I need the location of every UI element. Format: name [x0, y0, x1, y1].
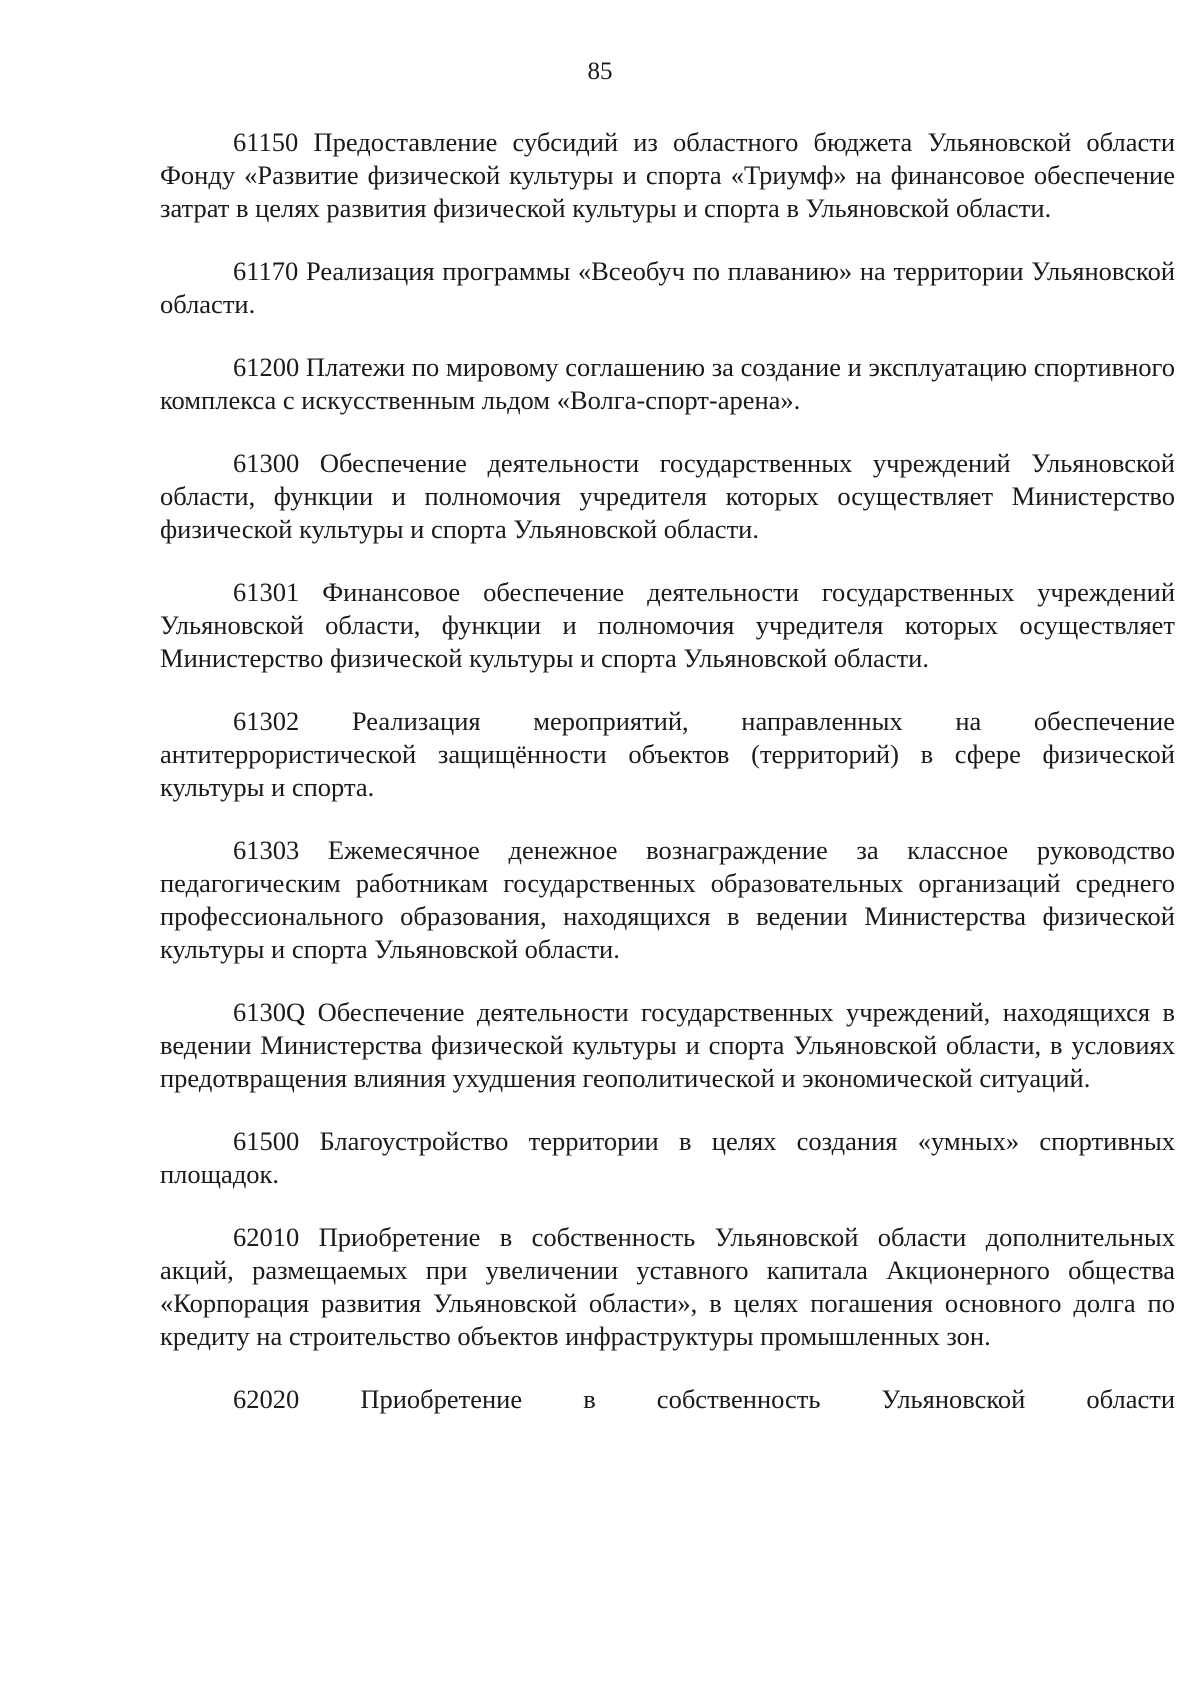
paragraph-text: Реализация мероприятий, направленных на обеспечение антитеррористической защищённости объектов (территорий) в сфере физической культуры и спорта.	[160, 706, 1175, 802]
paragraph-61500	[160, 1125, 1175, 1191]
paragraph-text: Обеспечение деятельности государственных учреждений Ульяновской области, функции и полномочия учредителя которых осуществляет Министерство физической культуры и спорта Ульяновской области.	[160, 448, 1175, 544]
paragraph-text: Финансовое обеспечение деятельности государственных учреждений Ульяновской области, функции и полномочия учредителя которых осуществляет Министерство физической культуры и спорта Ульяновской области.	[160, 577, 1176, 673]
paragraph-text: Предоставление субсидий из областного бюджета Ульяновской области Фонду «Развитие физической культуры и спорта «Триумф» на финансовое обеспечение затрат в целях развития физической культуры и спорта в Ульяновской области.	[160, 127, 1176, 223]
budget-code: 61300	[233, 448, 300, 478]
budget-code: 61170	[233, 256, 299, 286]
paragraph-text: Платежи по мировому соглашению за создание и эксплуатацию спортивного комплекса с искусственным льдом «Волга-спорт-арена».	[160, 352, 1175, 415]
budget-code: 62010	[233, 1222, 300, 1252]
budget-code: 61301	[233, 577, 300, 607]
budget-code: 61200	[233, 352, 300, 382]
paragraph-62010	[160, 1221, 1175, 1353]
paragraph-61302	[160, 705, 1175, 804]
paragraph-62020	[160, 1383, 1175, 1416]
budget-code: 6130Q	[233, 997, 306, 1027]
budget-code: 61303	[233, 835, 300, 865]
paragraph-61300	[160, 447, 1175, 546]
page-number: 85	[587, 58, 613, 85]
paragraph-61301	[160, 576, 1175, 675]
budget-code: 62020	[233, 1384, 300, 1414]
paragraph-61150	[160, 126, 1175, 225]
budget-code: 61150	[233, 127, 299, 157]
paragraph-6130Q	[160, 996, 1175, 1095]
document-body	[160, 126, 1175, 1446]
paragraph-text: Приобретение в собственность Ульяновской области дополнительных акций, размещаемых при увеличении уставного капитала Акционерного общества «Корпорация развития Ульяновской области», в целях погашения основного долга по кредиту на строительство объектов инфраструктуры промышленных зон.	[160, 1222, 1175, 1351]
paragraph-text: Ежемесячное денежное вознаграждение за классное руководство педагогическим работникам государственных образовательных организаций среднего профессионального образования, находящихся в ведении Министерства физической культуры и спорта Ульяновской области.	[160, 835, 1175, 964]
paragraph-text: Обеспечение деятельности государственных учреждений, находящихся в ведении Министерства физической культуры и спорта Ульяновской области, в условиях предотвращения влияния ухудшения геополитической и экономической ситуаций.	[160, 997, 1175, 1093]
paragraph-61200	[160, 351, 1175, 417]
paragraph-text: Приобретение в собственность Ульяновской области	[360, 1384, 1176, 1414]
paragraph-61303	[160, 834, 1175, 966]
budget-code: 61500	[233, 1126, 300, 1156]
paragraph-text: Реализация программы «Всеобуч по плаванию» на территории Ульяновской области.	[160, 256, 1176, 319]
budget-code: 61302	[233, 706, 300, 736]
paragraph-61170	[160, 255, 1175, 321]
paragraph-text: Благоустройство территории в целях создания «умных» спортивных площадок.	[160, 1126, 1176, 1189]
